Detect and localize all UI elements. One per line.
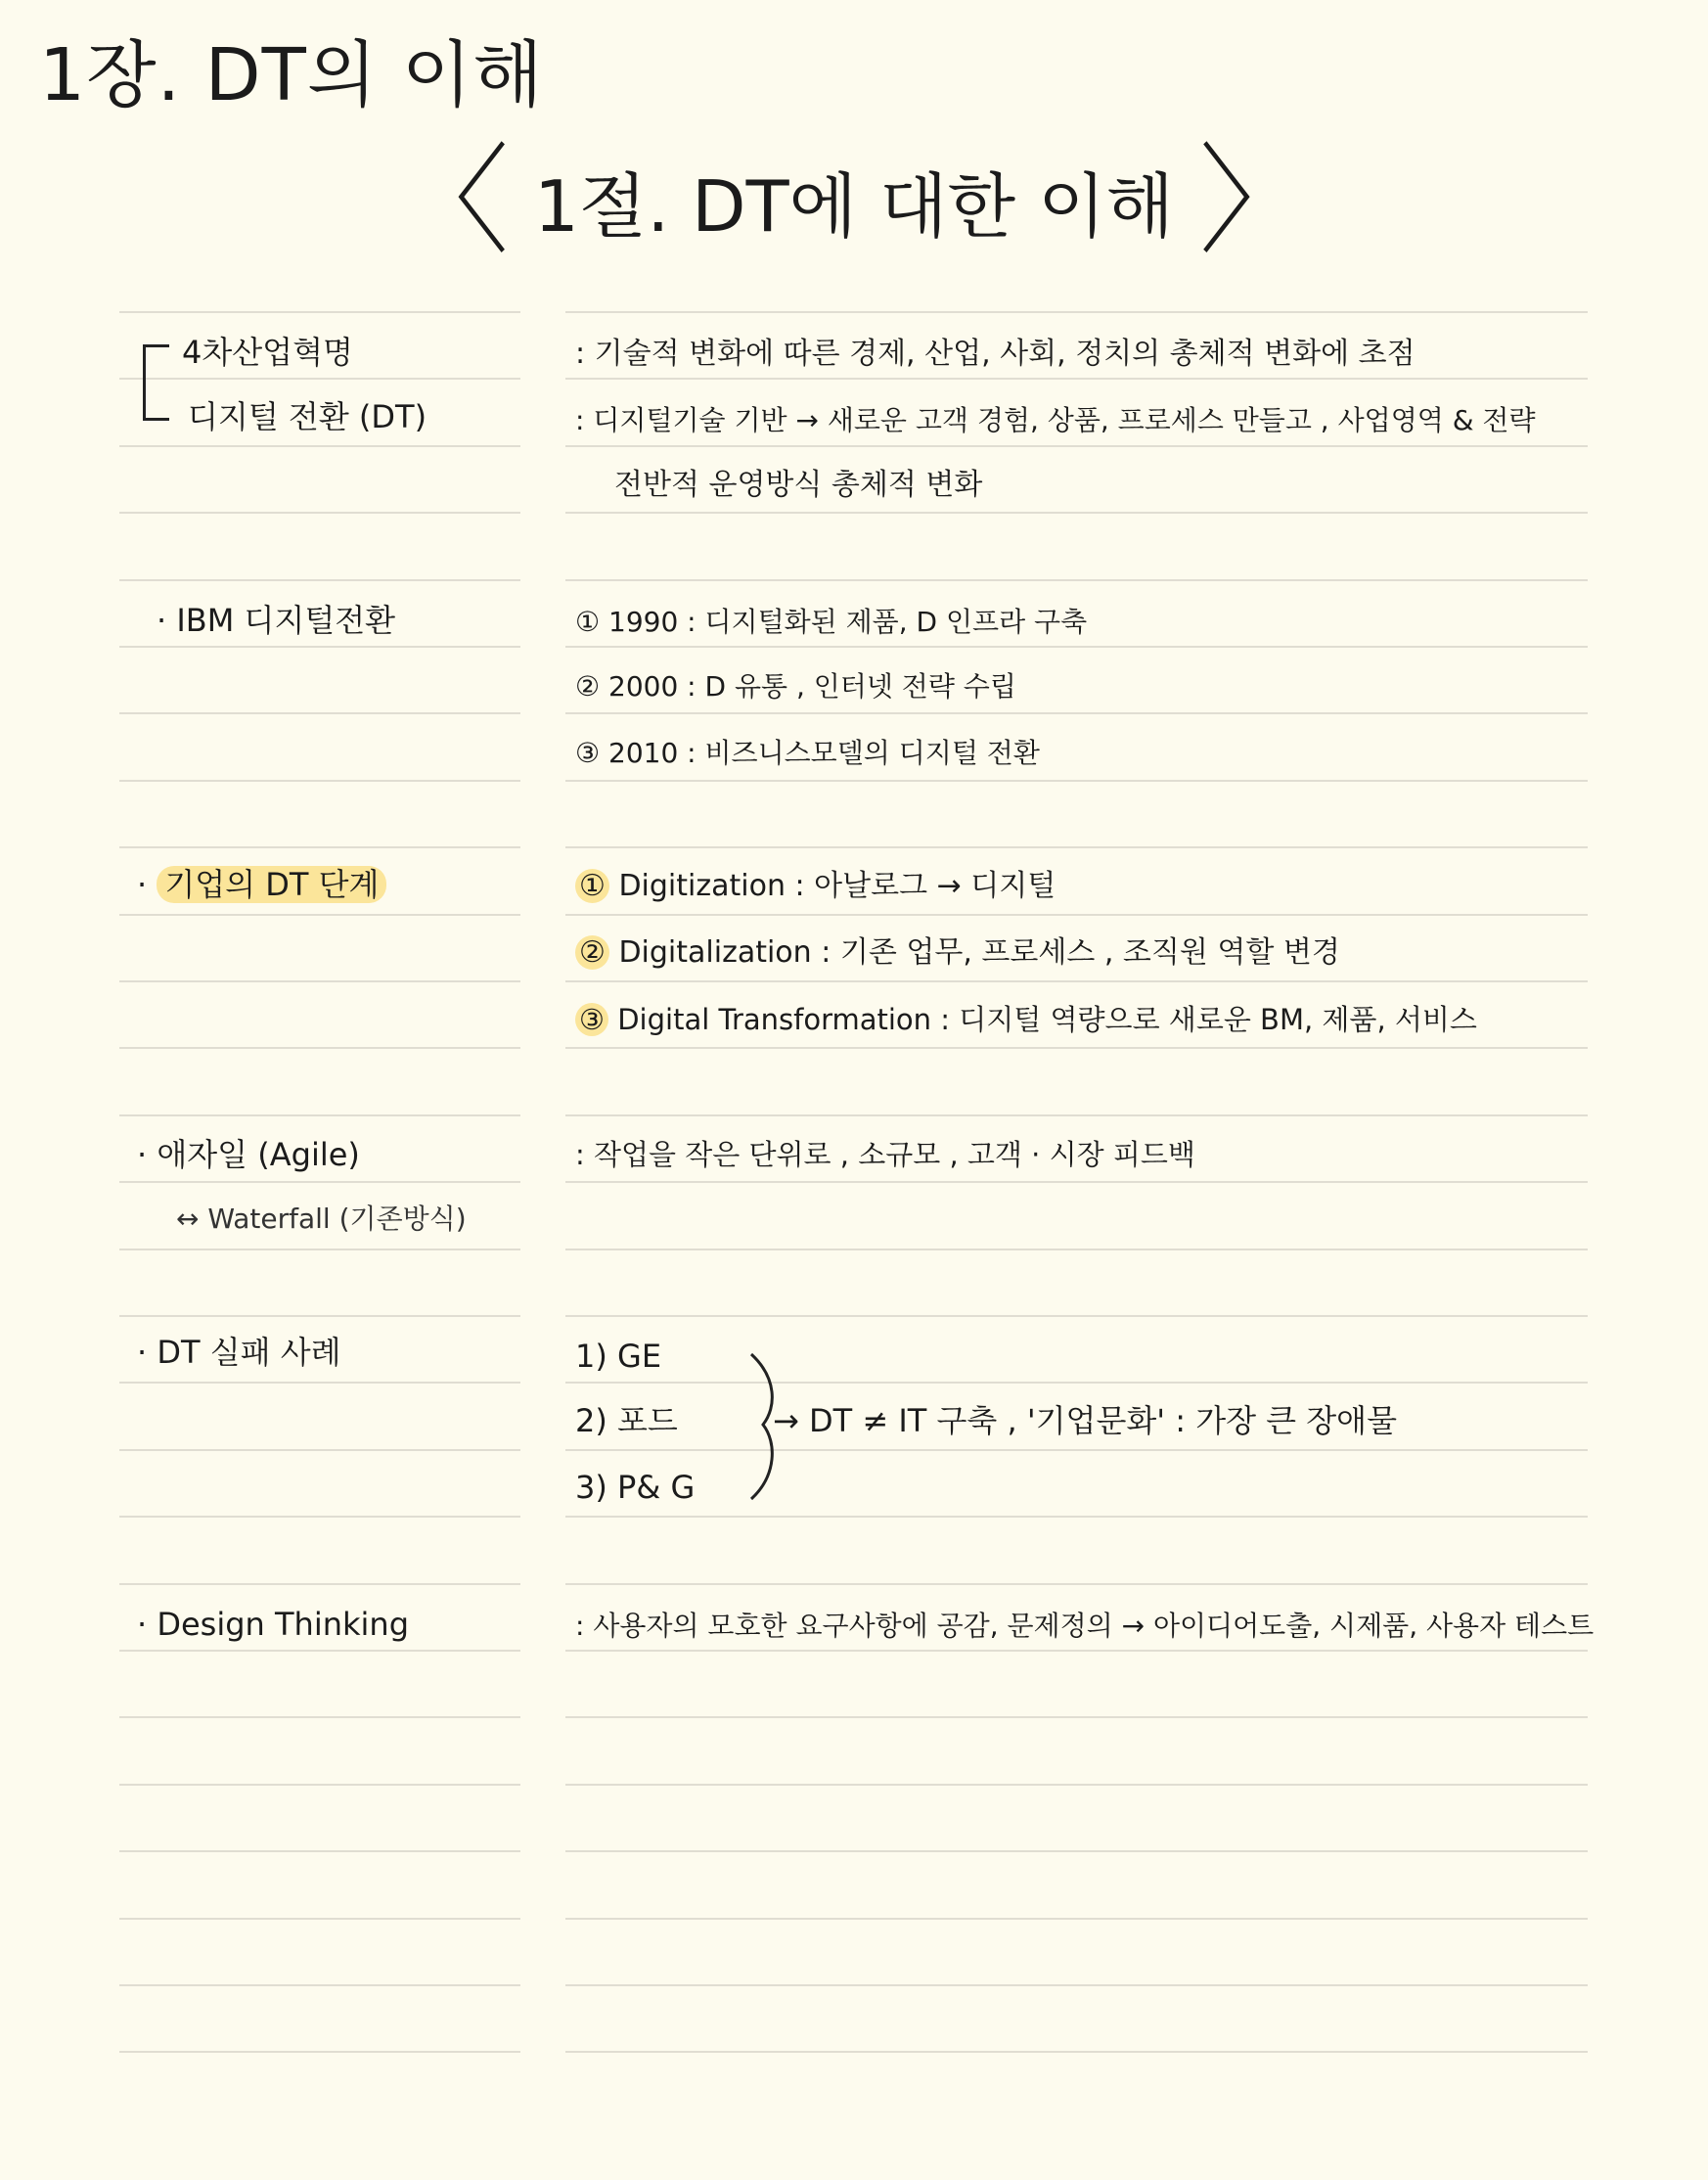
label-ibm: · IBM 디지털전환 bbox=[157, 602, 396, 639]
label-stages bbox=[137, 865, 386, 904]
section-title-text: 1절. DT에 대한 이해 bbox=[534, 165, 1175, 248]
chapter-title: 1장. DT의 이해 bbox=[39, 33, 544, 117]
ruled-line bbox=[565, 1784, 1588, 1786]
text-agile: : 작업을 작은 단위로 , 소규모 , 고객 · 시장 피드백 bbox=[575, 1138, 1195, 1171]
label-dt: 디지털 전환 (DT) bbox=[188, 398, 427, 435]
ruled-line bbox=[565, 780, 1588, 782]
ruled-line bbox=[119, 1984, 520, 1986]
ruled-line bbox=[119, 1716, 520, 1718]
ruled-line bbox=[119, 1850, 520, 1852]
ruled-line bbox=[119, 378, 520, 380]
label-design: · Design Thinking bbox=[137, 1606, 410, 1643]
ruled-line bbox=[565, 1918, 1588, 1920]
ruled-line bbox=[565, 1850, 1588, 1852]
fail-item-2: 2) 포드 bbox=[575, 1402, 678, 1439]
section-title bbox=[401, 131, 1308, 270]
ruled-line bbox=[119, 1449, 520, 1451]
ruled-line bbox=[119, 2051, 520, 2053]
ruled-line bbox=[119, 1516, 520, 1518]
text-dt: : 디지털기술 기반 → 새로운 고객 경험, 상품, 프로세스 만들고 , 사업영역 & 전략 bbox=[575, 404, 1536, 436]
text-industry4: : 기술적 변화에 따른 경제, 산업, 사회, 정치의 총체적 변화에 초점 bbox=[575, 337, 1416, 371]
stage-item-3 bbox=[575, 1000, 1477, 1039]
ruled-line bbox=[119, 311, 520, 313]
ruled-line bbox=[119, 1918, 520, 1920]
ruled-line bbox=[565, 1583, 1588, 1585]
ruled-line bbox=[119, 1315, 520, 1317]
ruled-line bbox=[565, 1047, 1588, 1049]
ruled-line bbox=[565, 378, 1588, 380]
ruled-line bbox=[565, 1716, 1588, 1718]
ruled-line bbox=[119, 1047, 520, 1049]
ruled-line bbox=[119, 1181, 520, 1183]
ruled-line bbox=[119, 846, 520, 848]
ruled-line bbox=[565, 2051, 1588, 2053]
ruled-line bbox=[119, 1650, 520, 1652]
ruled-line bbox=[565, 646, 1588, 648]
ruled-line bbox=[565, 1449, 1588, 1451]
ruled-line bbox=[565, 1650, 1588, 1652]
group-bracket bbox=[143, 344, 169, 421]
number-badge: ③ bbox=[575, 1003, 608, 1036]
label-waterfall: ↔ Waterfall (기존방식) bbox=[176, 1203, 467, 1235]
text-design: : 사용자의 모호한 요구사항에 공감, 문제정의 → 아이디어도출, 시제품, 사용자 테스트 bbox=[575, 1610, 1595, 1642]
ruled-line bbox=[119, 646, 520, 648]
left-angle-bracket: 〈 bbox=[401, 131, 509, 270]
ruled-line bbox=[119, 712, 520, 714]
ruled-line bbox=[119, 512, 520, 514]
ruled-line bbox=[565, 980, 1588, 982]
label-agile: · 애자일 (Agile) bbox=[137, 1136, 360, 1173]
ruled-line bbox=[565, 445, 1588, 447]
ruled-line bbox=[119, 1382, 520, 1384]
ibm-item-3: ③ 2010 : 비즈니스모델의 디지털 전환 bbox=[575, 737, 1040, 769]
ruled-line bbox=[119, 780, 520, 782]
ruled-line bbox=[119, 1583, 520, 1585]
right-angle-bracket: 〉 bbox=[1199, 131, 1308, 270]
text-dt-cont: 전반적 운영방식 총체적 변화 bbox=[614, 468, 983, 502]
ruled-line bbox=[119, 445, 520, 447]
ruled-line bbox=[565, 1181, 1588, 1183]
ruled-line bbox=[565, 846, 1588, 848]
fail-conclusion: → DT ≠ IT 구축 , '기업문화' : 가장 큰 장애물 bbox=[773, 1402, 1398, 1439]
ruled-line bbox=[565, 1249, 1588, 1250]
ruled-line bbox=[565, 1984, 1588, 1986]
stage-item-2-text: Digitalization : 기존 업무, 프로세스 , 조직원 역할 변경 bbox=[618, 935, 1340, 970]
ruled-line bbox=[119, 1784, 520, 1786]
number-badge: ① bbox=[575, 869, 609, 903]
number-badge: ② bbox=[575, 935, 609, 970]
ruled-line bbox=[565, 914, 1588, 916]
ruled-line bbox=[565, 1516, 1588, 1518]
ruled-line bbox=[565, 579, 1588, 581]
ruled-line bbox=[565, 311, 1588, 313]
stage-item-2 bbox=[575, 933, 1340, 973]
stage-item-1 bbox=[575, 867, 1056, 906]
ruled-line bbox=[119, 579, 520, 581]
ibm-item-1: ① 1990 : 디지털화된 제품, D 인프라 구축 bbox=[575, 606, 1088, 638]
ruled-line bbox=[565, 512, 1588, 514]
highlight-stages: 기업의 DT 단계 bbox=[157, 866, 386, 903]
ruled-line bbox=[565, 1114, 1588, 1116]
stage-item-1-text: Digitization : 아날로그 → 디지털 bbox=[618, 869, 1056, 903]
ruled-line bbox=[565, 1382, 1588, 1384]
ruled-line bbox=[119, 980, 520, 982]
fail-item-1: 1) GE bbox=[575, 1338, 662, 1375]
fail-item-3: 3) P& G bbox=[575, 1469, 696, 1506]
ruled-line bbox=[565, 712, 1588, 714]
label-industry4: 4차산업혁명 bbox=[182, 334, 353, 371]
ruled-line bbox=[119, 1114, 520, 1116]
ruled-line bbox=[565, 1315, 1588, 1317]
ruled-line bbox=[119, 1249, 520, 1250]
ibm-item-2: ② 2000 : D 유통 , 인터넷 전략 수립 bbox=[575, 670, 1016, 703]
bullet-dot: · bbox=[137, 866, 148, 903]
stage-item-3-text: Digital Transformation : 디지털 역량으로 새로운 BM, 제품, 서비스 bbox=[617, 1003, 1477, 1036]
ruled-line bbox=[119, 914, 520, 916]
label-fail: · DT 실패 사례 bbox=[137, 1334, 341, 1371]
